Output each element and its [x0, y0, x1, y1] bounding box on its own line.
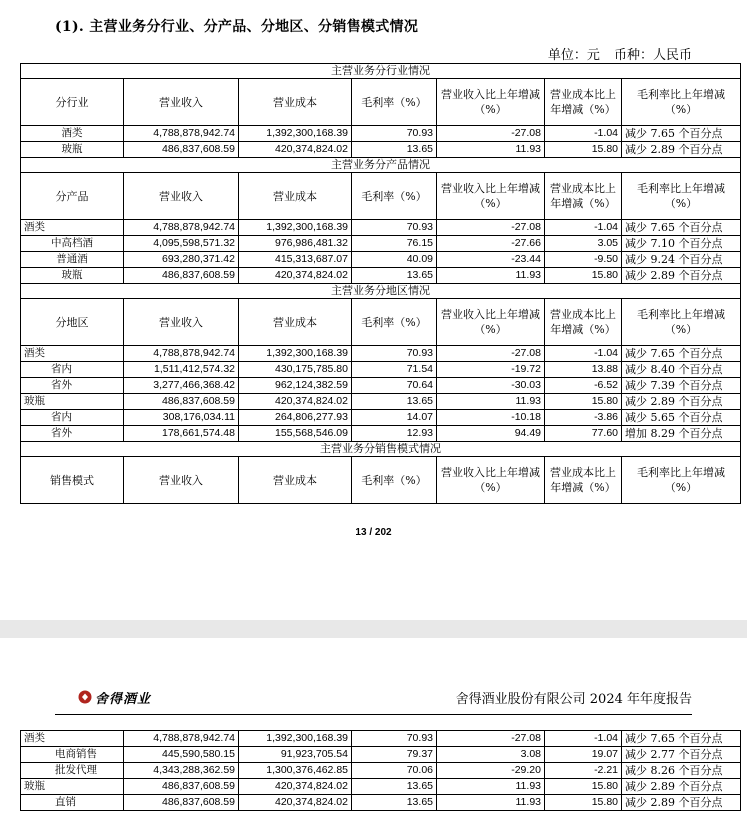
column-header: 毛利率比上年增减（%）: [622, 299, 741, 346]
revenue-cell: 693,280,371.42: [124, 252, 239, 268]
header-row: [21, 457, 741, 504]
table-row: [21, 747, 741, 763]
row-label: 玻瓶: [21, 142, 124, 158]
column-header: 营业收入比上年增减（%）: [437, 79, 545, 126]
table-row: [21, 410, 741, 426]
revenue-change-cell: 11.93: [437, 394, 545, 410]
table-row: [21, 731, 741, 747]
logo-text: 舍得酒业: [95, 691, 152, 707]
margin-cell: 13.65: [352, 779, 437, 795]
revenue-change-cell: -19.72: [437, 362, 545, 378]
margin-change-cell: 减少 7.65 个百分点: [622, 220, 741, 236]
column-header: 营业收入比上年增减（%）: [437, 457, 545, 504]
row-label: 酒类: [21, 346, 124, 362]
cost-cell: 264,806,277.93: [239, 410, 352, 426]
column-header: 毛利率（%）: [352, 173, 437, 220]
section-title: (1). 主营业务分行业、分产品、分地区、分销售模式情况: [55, 19, 419, 35]
table-row: [21, 795, 741, 811]
cost-cell: 1,392,300,168.39: [239, 220, 352, 236]
revenue-cell: 4,788,878,942.74: [124, 346, 239, 362]
row-label: 玻瓶: [21, 268, 124, 284]
revenue-cell: 486,837,608.59: [124, 795, 239, 811]
table-row: [21, 426, 741, 442]
revenue-change-cell: 11.93: [437, 268, 545, 284]
cost-change-cell: 15.80: [545, 779, 622, 795]
currency-label: 币种：人民币: [613, 48, 692, 63]
sales-mode-table-continued: [20, 730, 741, 811]
section-caption: 主营业务分产品情况: [21, 158, 741, 173]
cost-cell: 420,374,824.02: [239, 142, 352, 158]
cost-change-cell: -9.50: [545, 252, 622, 268]
row-label: 省内: [21, 362, 124, 378]
revenue-change-cell: 3.08: [437, 747, 545, 763]
revenue-cell: 4,788,878,942.74: [124, 731, 239, 747]
table-row: [21, 763, 741, 779]
cost-change-cell: -1.04: [545, 220, 622, 236]
revenue-cell: 486,837,608.59: [124, 142, 239, 158]
margin-cell: 79.37: [352, 747, 437, 763]
margin-change-cell: 减少 2.77 个百分点: [622, 747, 741, 763]
row-label: 省外: [21, 426, 124, 442]
revenue-change-cell: -27.66: [437, 236, 545, 252]
cost-cell: 420,374,824.02: [239, 795, 352, 811]
margin-cell: 13.65: [352, 394, 437, 410]
revenue-change-cell: -23.44: [437, 252, 545, 268]
section-caption: 主营业务分地区情况: [21, 284, 741, 299]
page-number: 13 / 202: [355, 527, 392, 538]
cost-change-cell: 77.60: [545, 426, 622, 442]
page-separator: [0, 620, 747, 638]
margin-cell: 13.65: [352, 142, 437, 158]
cost-cell: 91,923,705.54: [239, 747, 352, 763]
cost-change-cell: -2.21: [545, 763, 622, 779]
cost-cell: 1,300,376,462.85: [239, 763, 352, 779]
column-header: 营业收入比上年增减（%）: [437, 173, 545, 220]
margin-cell: 40.09: [352, 252, 437, 268]
section-caption-row: [21, 64, 741, 79]
cost-cell: 420,374,824.02: [239, 268, 352, 284]
row-label: 中高档酒: [21, 236, 124, 252]
revenue-cell: 4,788,878,942.74: [124, 220, 239, 236]
margin-cell: 70.06: [352, 763, 437, 779]
margin-cell: 13.65: [352, 268, 437, 284]
header-row: [21, 173, 741, 220]
cost-cell: 976,986,481.32: [239, 236, 352, 252]
section-caption-row: [21, 284, 741, 299]
column-header: 营业成本: [239, 457, 352, 504]
column-header: 毛利率（%）: [352, 299, 437, 346]
revenue-cell: 4,343,288,362.59: [124, 763, 239, 779]
margin-change-cell: 减少 5.65 个百分点: [622, 410, 741, 426]
revenue-cell: 486,837,608.59: [124, 779, 239, 795]
margin-change-cell: 减少 2.89 个百分点: [622, 394, 741, 410]
row-label: 酒类: [21, 126, 124, 142]
cost-change-cell: -6.52: [545, 378, 622, 394]
column-header: 营业收入: [124, 173, 239, 220]
table-row: [21, 346, 741, 362]
table-row: [21, 394, 741, 410]
column-header: 营业收入比上年增减（%）: [437, 299, 545, 346]
margin-cell: 70.93: [352, 126, 437, 142]
table-row: [21, 362, 741, 378]
cost-change-cell: 15.80: [545, 394, 622, 410]
cost-cell: 1,392,300,168.39: [239, 346, 352, 362]
table-row: [21, 236, 741, 252]
revenue-cell: 308,176,034.11: [124, 410, 239, 426]
column-header: 营业成本: [239, 79, 352, 126]
cost-cell: 1,392,300,168.39: [239, 126, 352, 142]
column-header: 分行业: [21, 79, 124, 126]
column-header: 营业成本比上年增减（%）: [545, 299, 622, 346]
row-label: 批发代理: [21, 763, 124, 779]
margin-cell: 14.07: [352, 410, 437, 426]
revenue-cell: 1,511,412,574.32: [124, 362, 239, 378]
table-row: [21, 378, 741, 394]
margin-change-cell: 减少 7.65 个百分点: [622, 731, 741, 747]
column-header: 毛利率（%）: [352, 79, 437, 126]
cost-cell: 415,313,687.07: [239, 252, 352, 268]
margin-change-cell: 减少 8.40 个百分点: [622, 362, 741, 378]
column-header: 分产品: [21, 173, 124, 220]
cost-change-cell: -3.86: [545, 410, 622, 426]
margin-change-cell: 减少 7.65 个百分点: [622, 346, 741, 362]
margin-cell: 13.65: [352, 795, 437, 811]
row-label: 省内: [21, 410, 124, 426]
revenue-change-cell: -30.03: [437, 378, 545, 394]
revenue-change-cell: -10.18: [437, 410, 545, 426]
revenue-change-cell: 94.49: [437, 426, 545, 442]
margin-change-cell: 减少 2.89 个百分点: [622, 795, 741, 811]
column-header: 营业成本: [239, 299, 352, 346]
column-header: 毛利率比上年增减（%）: [622, 173, 741, 220]
cost-change-cell: 15.80: [545, 142, 622, 158]
column-header: 营业收入: [124, 79, 239, 126]
margin-cell: 70.93: [352, 731, 437, 747]
header-row: [21, 79, 741, 126]
table-row: [21, 779, 741, 795]
unit-label: 单位：元: [547, 48, 600, 63]
cost-change-cell: 3.05: [545, 236, 622, 252]
table-row: [21, 126, 741, 142]
table-row: [21, 252, 741, 268]
revenue-change-cell: -27.08: [437, 220, 545, 236]
row-label: 玻瓶: [21, 779, 124, 795]
cost-cell: 420,374,824.02: [239, 779, 352, 795]
margin-change-cell: 减少 9.24 个百分点: [622, 252, 741, 268]
margin-cell: 70.64: [352, 378, 437, 394]
column-header: 营业成本比上年增减（%）: [545, 79, 622, 126]
revenue-cell: 486,837,608.59: [124, 394, 239, 410]
row-label: 普通酒: [21, 252, 124, 268]
column-header: 营业成本: [239, 173, 352, 220]
column-header: 分地区: [21, 299, 124, 346]
column-header: 营业收入: [124, 457, 239, 504]
revenue-change-cell: 11.93: [437, 779, 545, 795]
logo-icon: [78, 690, 92, 704]
margin-change-cell: 减少 2.89 个百分点: [622, 779, 741, 795]
revenue-cell: 178,661,574.48: [124, 426, 239, 442]
revenue-cell: 4,788,878,942.74: [124, 126, 239, 142]
revenue-change-cell: -29.20: [437, 763, 545, 779]
cost-change-cell: 15.80: [545, 268, 622, 284]
margin-cell: 70.93: [352, 220, 437, 236]
cost-cell: 430,175,785.80: [239, 362, 352, 378]
table-row: [21, 220, 741, 236]
cost-cell: 962,124,382.59: [239, 378, 352, 394]
row-label: 电商销售: [21, 747, 124, 763]
cost-change-cell: 13.88: [545, 362, 622, 378]
margin-cell: 12.93: [352, 426, 437, 442]
margin-change-cell: 减少 8.26 个百分点: [622, 763, 741, 779]
revenue-cell: 445,590,580.15: [124, 747, 239, 763]
unit-line: [538, 44, 692, 63]
section-caption-row: [21, 158, 741, 173]
column-header: 毛利率比上年增减（%）: [622, 79, 741, 126]
cost-change-cell: 15.80: [545, 795, 622, 811]
row-label: 酒类: [21, 220, 124, 236]
cost-change-cell: -1.04: [545, 731, 622, 747]
cost-change-cell: -1.04: [545, 126, 622, 142]
cost-change-cell: -1.04: [545, 346, 622, 362]
table-row: [21, 142, 741, 158]
row-label: 直销: [21, 795, 124, 811]
section-caption: 主营业务分行业情况: [21, 64, 741, 79]
column-header: 毛利率（%）: [352, 457, 437, 504]
section-caption: 主营业务分销售模式情况: [21, 442, 741, 457]
margin-change-cell: 减少 7.10 个百分点: [622, 236, 741, 252]
row-label: 酒类: [21, 731, 124, 747]
margin-change-cell: 减少 7.39 个百分点: [622, 378, 741, 394]
revenue-change-cell: -27.08: [437, 731, 545, 747]
header-rule: [55, 714, 692, 715]
column-header: 毛利率比上年增减（%）: [622, 457, 741, 504]
table-row: [21, 268, 741, 284]
column-header: 营业收入: [124, 299, 239, 346]
cost-cell: 1,392,300,168.39: [239, 731, 352, 747]
revenue-change-cell: 11.93: [437, 795, 545, 811]
margin-change-cell: 减少 7.65 个百分点: [622, 126, 741, 142]
margin-cell: 70.93: [352, 346, 437, 362]
revenue-cell: 4,095,598,571.32: [124, 236, 239, 252]
revenue-change-cell: 11.93: [437, 142, 545, 158]
margin-cell: 76.15: [352, 236, 437, 252]
company-logo: [78, 688, 151, 706]
main-business-table: [20, 63, 741, 504]
margin-change-cell: 减少 2.89 个百分点: [622, 268, 741, 284]
revenue-change-cell: -27.08: [437, 126, 545, 142]
cost-change-cell: 19.07: [545, 747, 622, 763]
revenue-cell: 486,837,608.59: [124, 268, 239, 284]
section-caption-row: [21, 442, 741, 457]
row-label: 省外: [21, 378, 124, 394]
report-title: 舍得酒业股份有限公司 2024 年年度报告: [455, 692, 692, 707]
header-row: [21, 299, 741, 346]
page-14: [0, 638, 747, 815]
margin-change-cell: 增加 8.29 个百分点: [622, 426, 741, 442]
cost-cell: 155,568,546.09: [239, 426, 352, 442]
margin-change-cell: 减少 2.89 个百分点: [622, 142, 741, 158]
column-header: 销售模式: [21, 457, 124, 504]
revenue-cell: 3,277,466,368.42: [124, 378, 239, 394]
revenue-change-cell: -27.08: [437, 346, 545, 362]
column-header: 营业成本比上年增减（%）: [545, 457, 622, 504]
cost-cell: 420,374,824.02: [239, 394, 352, 410]
column-header: 营业成本比上年增减（%）: [545, 173, 622, 220]
row-label: 玻瓶: [21, 394, 124, 410]
margin-cell: 71.54: [352, 362, 437, 378]
